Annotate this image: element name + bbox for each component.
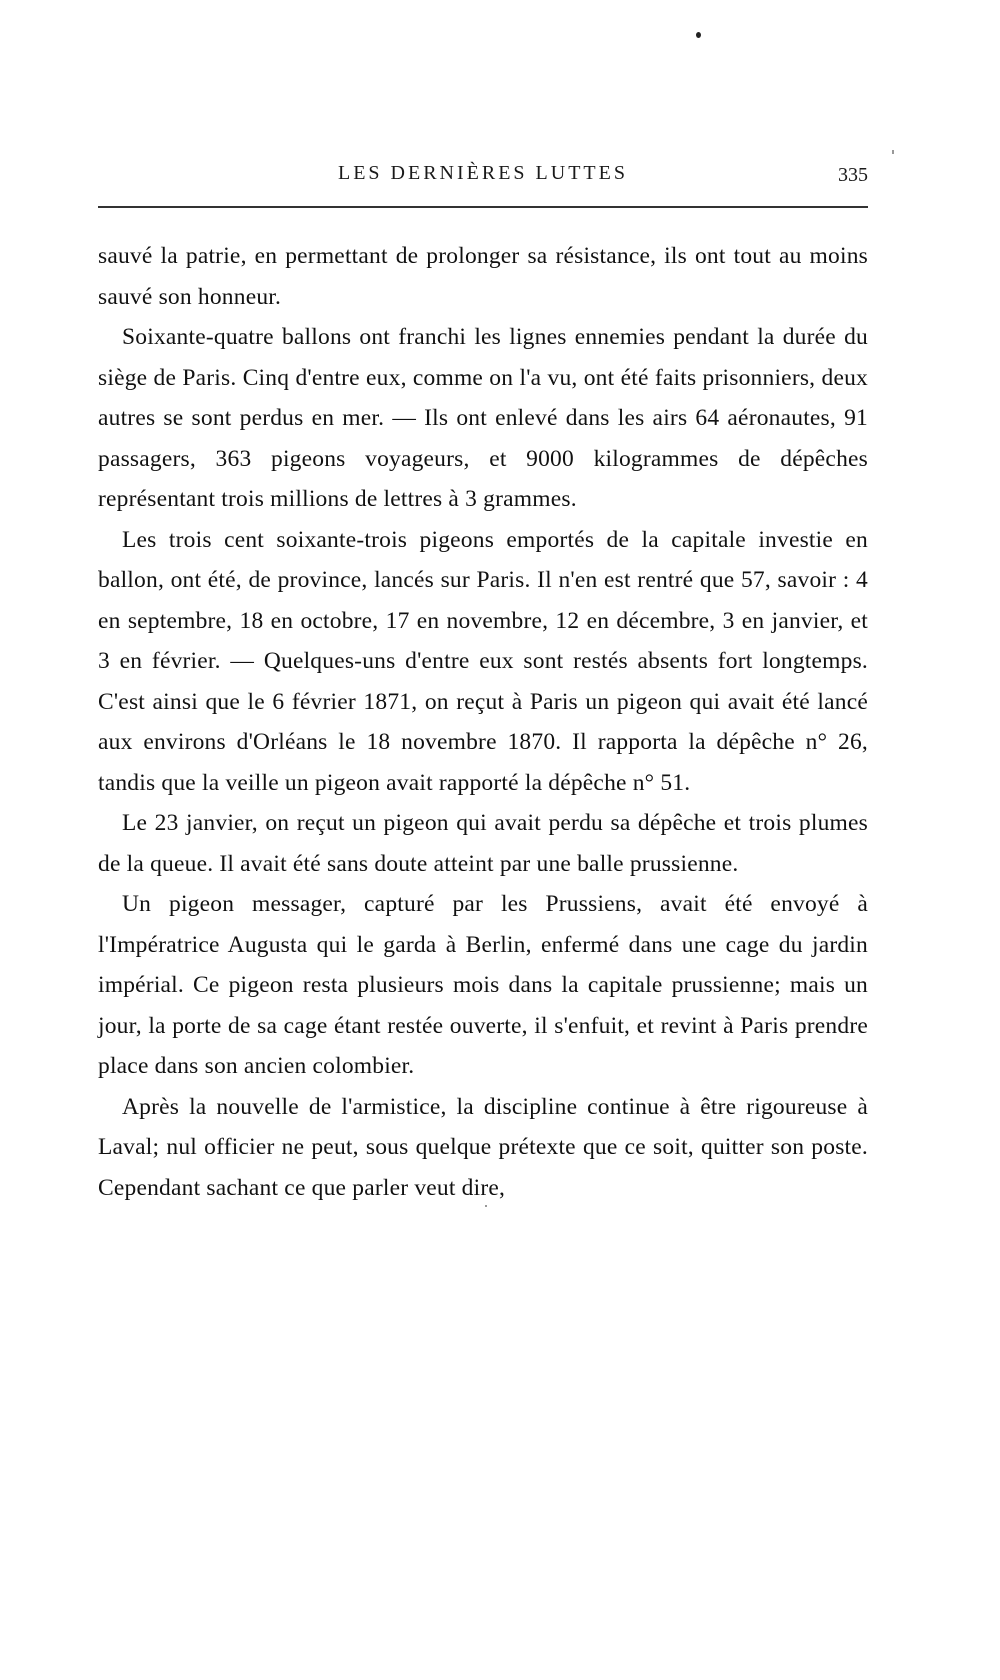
ink-speck xyxy=(696,32,701,38)
page-number: 335 xyxy=(838,164,868,186)
running-title: LES DERNIÈRES LUTTES xyxy=(338,162,628,184)
paragraph: sauvé la patrie, en permettant de prolonger sa résistance, ils ont tout au moins sauvé son honneur. xyxy=(98,243,868,310)
page-header xyxy=(98,162,868,192)
body-text xyxy=(98,236,868,1208)
edge-mark xyxy=(892,150,894,154)
header-rule xyxy=(98,206,868,208)
paragraph: Soixante-quatre ballons ont franchi les lignes ennemies pendant la durée du siège de Paris. Cinq d'entre eux, comme on l'a vu, ont été faits prisonniers, deux autres se sont perdus en mer. — Ils ont enlevé dans les airs 64 aéronautes, 91 passagers, 363 pigeons voyageurs, et 9000 kilogrammes de dépêches représentant trois millions de lettres à 3 grammes. xyxy=(98,324,868,512)
paragraph: Un pigeon messager, capturé par les Prussiens, avait été envoyé à l'Impératrice Augusta qui le garda à Berlin, enfermé dans une cage du jardin impérial. Ce pigeon resta plusieurs mois dans la capitale prussienne; mais un jour, la porte de sa cage étant restée ouverte, il s'enfuit, et revint à Paris prendre place dans son ancien colombier. xyxy=(98,891,868,1079)
paragraph: Le 23 janvier, on reçut un pigeon qui avait perdu sa dépêche et trois plumes de la queue. Il avait été sans doute atteint par une balle prussienne. xyxy=(98,810,868,877)
paragraph: Après la nouvelle de l'armistice, la discipline continue à être rigoureuse à Laval; nul officier ne peut, sous quelque prétexte que ce soit, quitter son poste. Cependant sachant ce que parler veut dire, xyxy=(98,1093,868,1201)
paragraph: Les trois cent soixante-trois pigeons emportés de la capitale investie en ballon, ont été, de province, lancés sur Paris. Il n'en est rentré que 57, savoir : 4 en septembre, 18 en octobre, 17 en novembre, 12 en décembre, 3 en janvier, et 3 en février. — Quelques-uns d'entre eux sont restés absents fort longtemps. C'est ainsi que le 6 février 1871, on reçut à Paris un pigeon qui avait été lancé aux environs d'Orléans le 18 novembre 1870. Il rapporta la dépêche n° 26, tandis que la veille un pigeon avait rapporté la dépêche n° 51. xyxy=(98,526,868,796)
stray-mark xyxy=(485,1205,487,1207)
